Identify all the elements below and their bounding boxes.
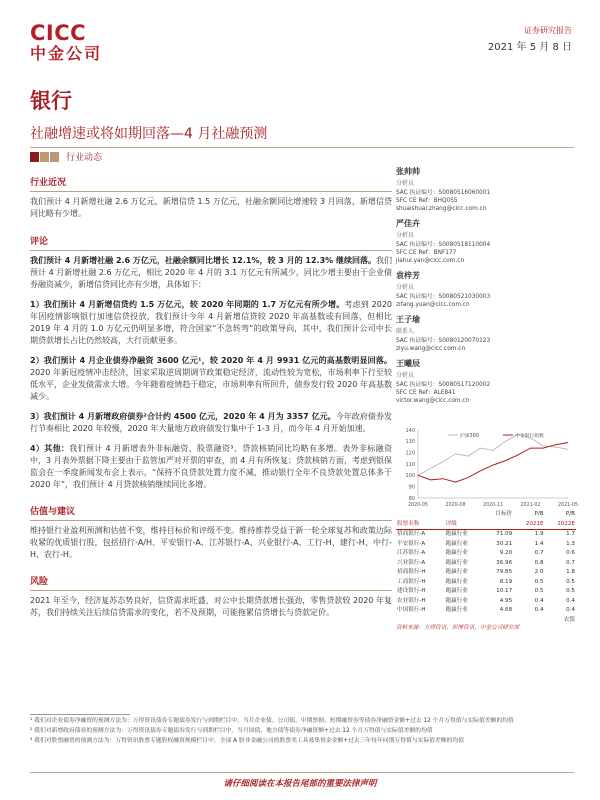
stock-rating: 跑赢行业 [445,607,468,613]
stock-name: 招商银行-H [397,569,426,575]
stock-name: 中国银行-H [397,607,426,613]
analyst-sidebar [396,166,576,410]
section-heading-rating: 估值与建议 [30,504,392,521]
pb-2021e: 0.4 [534,597,544,604]
analyst-sfc: SFC CE Ref：BNF177 [396,250,457,256]
col-2022e: 2022E [557,520,575,527]
target-price: 4.68 [499,607,513,613]
overview-text: 我们预计 4 月新增社融 2.6 万亿元，新增信贷 1.5 万亿元，社融余额同比增速较 3 月回落，新增信贷同比略有少增。 [30,197,392,218]
report-category: 证券研究报告 [524,26,572,35]
col-blank [483,520,513,530]
analyst-card [396,314,576,353]
color-block-1 [30,152,39,162]
analyst-name: 严佳卉 [396,219,420,228]
pb-2022e: 0.5 [566,578,575,585]
table-header-top [396,510,576,520]
report-tag: 行业动态 [66,153,103,163]
stock-name: 招商银行-A [397,531,426,537]
table-row [396,568,576,578]
footnote-divider [30,714,130,715]
report-header-meta [488,25,572,56]
pb-2021e: 1.9 [534,531,544,537]
pb-2021e: 0.8 [534,559,544,566]
footnote-2: ² 我们对新增政府债券的预测方法为：万得资讯债券专题债券发行与到期栏目中，当月国债、地方债等债券净融资额+过去 12 个月万得值与实际值差额的均值 [30,728,433,734]
footnote-1: ¹ 我们对企业债券净融资的预测方法为：万得资讯债券专题债券发行与到期栏目中，当月企业债、公司债、中期票据、短期融资券等债券净融资金额+过去 12 个月万得值与实际值差额的均值 [30,718,514,724]
footnotes [30,716,575,746]
pb-2022e: 1.3 [566,540,575,547]
table-row [396,578,576,588]
analyst-role: 分析员 [396,372,415,379]
table-row [396,559,576,569]
point-1 [30,299,392,347]
analyst-email[interactable]: victor.wang@cicc.com.cn [396,398,470,404]
analyst-name: 王曦辰 [396,359,420,368]
table-row [396,597,576,607]
comment-para-1 [30,255,392,291]
target-price: 8.19 [499,578,513,585]
analyst-card [396,358,576,405]
point-2-body: 2020 年新冠疫情冲击经济，国家采取逆周期调节政策稳定经济，流动性较为宽松，市场利率下行至较低水平，企业发债需求大增。今年随着疫情趋于稳定，市场利率有所回升，债券发行较 2020 年高基数减少。 [30,368,392,401]
stock-name: 建设银行-H [397,588,426,594]
stock-rating: 跑赢行业 [445,597,468,604]
y-tick-label: 140 [405,427,415,434]
analyst-name: 王子瑜 [396,315,420,324]
table-source: 资料来源：万得资讯，彭博资讯，中金公司研究部 [396,625,520,631]
table-row [396,587,576,597]
analyst-card [396,270,576,309]
stock-rating: 跑赢行业 [445,588,468,594]
analyst-sac: SAC 执证编号：S0080521030003 [396,294,491,300]
pb-2022e: 0.6 [566,550,575,556]
stock-name: 兴业银行-A [397,559,426,566]
y-tick-label: 120 [405,450,415,457]
stock-table [396,510,576,625]
pb-2021e: 1.4 [534,540,544,547]
point-1-lead: 1）我们预计 4 月新增信贷约 1.5 万亿元，较 2020 年同期的 1.7 万亿元有所少增。 [30,300,345,309]
target-price: 71.09 [496,531,513,537]
table-row [396,606,576,616]
pb-2022e: 0.4 [566,607,575,613]
point-2-lead: 2）我们预计 4 月企业债券净融资 3600 亿元¹，较 2020 年 4 月 9931 亿元的高基数明显回落。 [30,356,392,365]
stock-name: 工商银行-H [397,578,426,585]
col-stock: 股票名称 [397,520,420,527]
index-performance-chart [396,424,579,510]
pb-2021e: 0.5 [534,578,544,585]
y-tick-label: 130 [405,439,415,446]
section-heading-risk: 风险 [30,574,392,591]
analyst-sfc: SFC CE Ref：ALE841 [396,390,456,396]
analyst-card [396,166,576,213]
pb-2022e: 0.5 [566,588,575,594]
table-row [396,549,576,559]
target-price: 4.95 [499,597,513,604]
report-title: 社融增速或将如期回落—4 月社融预测 [30,126,268,142]
title-divider [30,147,574,148]
analyst-email[interactable]: shuaishuai.zhang@cicc.com.cn [396,206,487,212]
col-pb-1: P/B [534,511,544,517]
color-blocks [30,152,60,162]
cicc-logo [30,22,102,64]
y-tick-label: 80 [408,495,415,502]
legend-label: 沪深300 [460,433,479,439]
pb-2022e: 1.8 [566,569,575,575]
table-header [396,520,576,530]
comment-body: 我们预计 4 月新增社融 2.6 万亿元，相比 2020 年 4 月的 3.1 万亿元有所减少，同比少增主要由于企业债券融资减少，新增信贷同比亦有少增，具体如下： [30,256,392,289]
report-date: 2021 年 5 月 8 日 [487,42,572,53]
sector-title: 银行 [30,89,72,113]
target-price: 30.21 [496,540,513,547]
analyst-role: 分析员 [396,284,415,291]
stock-rating: 跑赢行业 [445,531,468,537]
point-3-body: 今年政府债券发行节奏相比 2020 年较慢，2020 年大量地方政府债发行集中于 1-3 月，而今年 4 月开始加速。 [30,412,392,433]
stock-name: 江苏银行-A [397,550,426,556]
point-1-body: 考虑到 2020 年因疫情影响银行加速信贷投放，我们预计今年 4 月新增信贷较 2020 年高基数或有回落，但相比 2019 年 4 月的 1.0 万亿元仍明显多增，符合国家“不急转弯”的政策导向，其中，我们预计公司中长期贷款增长占比仍然较高，大行贡献更多。 [30,300,392,345]
footnote-3: ³ 我们对股票融资的预测方法为：万得资讯股票专题股权融资规模栏目中，全部 A 股非金融公司的股票类工具募集资金金额+过去三年每年同期万得值与实际值差额的均值 [30,738,465,744]
analyst-email[interactable]: zifang.yuan@cicc.com.cn [396,302,470,308]
analyst-email[interactable]: ziyu.wang@cicc.com.cn [396,346,466,352]
legend-label: 中金银行指数 [515,433,544,439]
col-2021e: 2021E [525,520,544,527]
table-row [396,530,576,540]
analyst-sac: SAC 执证编号：S0080518110004 [396,242,491,248]
section-heading-comment: 评论 [30,234,392,251]
color-block-2 [40,152,49,162]
analyst-name: 袁梓芳 [396,271,420,280]
analyst-name: 张帅帅 [396,167,420,176]
target-price: 36.96 [496,559,513,566]
pb-2022e: 1.7 [566,531,575,537]
x-tick-label: 2020-08 [445,503,466,508]
pb-2021e: 0.5 [534,588,544,594]
col-pb-2: P/B [565,511,575,517]
stock-rating: 跑赢行业 [445,569,468,575]
pb-2021e: 0.7 [534,550,544,556]
pb-2022e: 0.7 [566,559,575,566]
x-tick-label: 2021-05 [557,503,579,508]
section-heading-overview: 行业近况 [30,175,392,192]
legal-disclaimer[interactable]: 请仔细阅读在本报告尾部的重要法律声明 [223,779,377,789]
point-4 [30,443,392,491]
y-tick-label: 90 [408,484,415,491]
target-price: 10.17 [496,588,513,594]
rating-text: 维持银行业盈利预测和估值不变，维持目标价和评级不变。维持推荐受益于新一轮全球复苏和政策边际收紧的优质银行股，包括招行-A/H、平安银行-A、江苏银行-A、兴业银行-A、工行-H、建行-H、中行-H、农行-H。 [30,526,392,559]
analyst-sac: SAC 执证编号：S0080120070123 [396,338,491,344]
stock-rating: 跑赢行业 [445,559,468,566]
color-block-3 [50,152,59,162]
analyst-role: 联系人 [396,328,415,335]
y-tick-label: 110 [405,461,415,468]
analyst-sfc: SFC CE Ref：BHQ055 [396,198,458,204]
logo-cn: 中金公司 [30,44,103,63]
table-corner-note: 农银 [563,616,575,623]
analyst-email[interactable]: jiahui.yan@cicc.com.cn [396,258,465,264]
target-price: 9.20 [499,550,513,556]
target-price: 79.85 [496,569,513,575]
risk-text: 2021 年至今，经济复苏态势良好，信贷需求旺盛，对公中长期贷款增长强劲，零售贷款较 2020 年复苏，我们持续关注后续信贷需求的变化，若不及预期，可能拖累信贷增长与贷款定价。 [30,596,392,617]
analyst-card [396,218,576,265]
x-tick-label: 2020-05 [407,503,429,508]
point-4-body: 我们预计 4 月新增表外非标融资、股票融资³、贷款核销同比均略有多增。表外非标融资中，3 月表外票据下降主要由于监管加严对开票的审查，而 4 月有所恢复；贷款核销方面，考虑到银保监会在一季度新闻发布会上表示，“保持不良贷款处置力度不减，推动银行全年不良贷款处置总体多于 2020 年”，我们预计 4 月贷款核销继续同比多增。 [30,444,392,489]
point-3 [30,411,392,435]
logo-en: CICC [30,21,87,45]
y-tick-label: 100 [405,473,415,480]
table-row [396,540,576,550]
stock-rating: 跑赢行业 [445,578,468,585]
stock-name: 平安银行-A [397,540,426,547]
comment-lead: 我们预计 4 月新增社融 2.6 万亿元，社融余额同比增长 12.1%，较 3 月的 12.3% 继续回落。 [30,256,376,265]
stock-rating: 跑赢行业 [445,540,468,547]
bottom-divider [30,772,574,773]
main-column [30,175,392,619]
pb-2021e: 2.0 [534,569,544,575]
col-target-price: 目标价 [495,511,513,517]
x-tick-label: 2020-11 [482,503,504,508]
point-3-lead: 3）我们预计 4 月新增政府债券²合计约 4500 亿元，2020 年 4 月为 3357 亿元。 [30,412,336,421]
col-rating: 评级 [445,520,457,527]
point-4-lead: 4）其他： [30,444,70,453]
series-line [418,435,568,476]
pb-2022e: 0.4 [566,597,575,604]
point-2 [30,355,392,403]
stock-name: 农业银行-H [397,597,426,604]
analyst-sac: SAC 执证编号：S0080516060001 [396,190,491,196]
pb-2021e: 0.4 [534,607,544,613]
series-line [418,443,568,483]
x-tick-label: 2021-02 [520,503,541,508]
analyst-role: 分析员 [396,232,415,239]
analyst-sac: SAC 执证编号：S0080517120002 [396,382,491,388]
stock-rating: 跑赢行业 [445,550,468,556]
analyst-role: 分析员 [396,180,415,187]
